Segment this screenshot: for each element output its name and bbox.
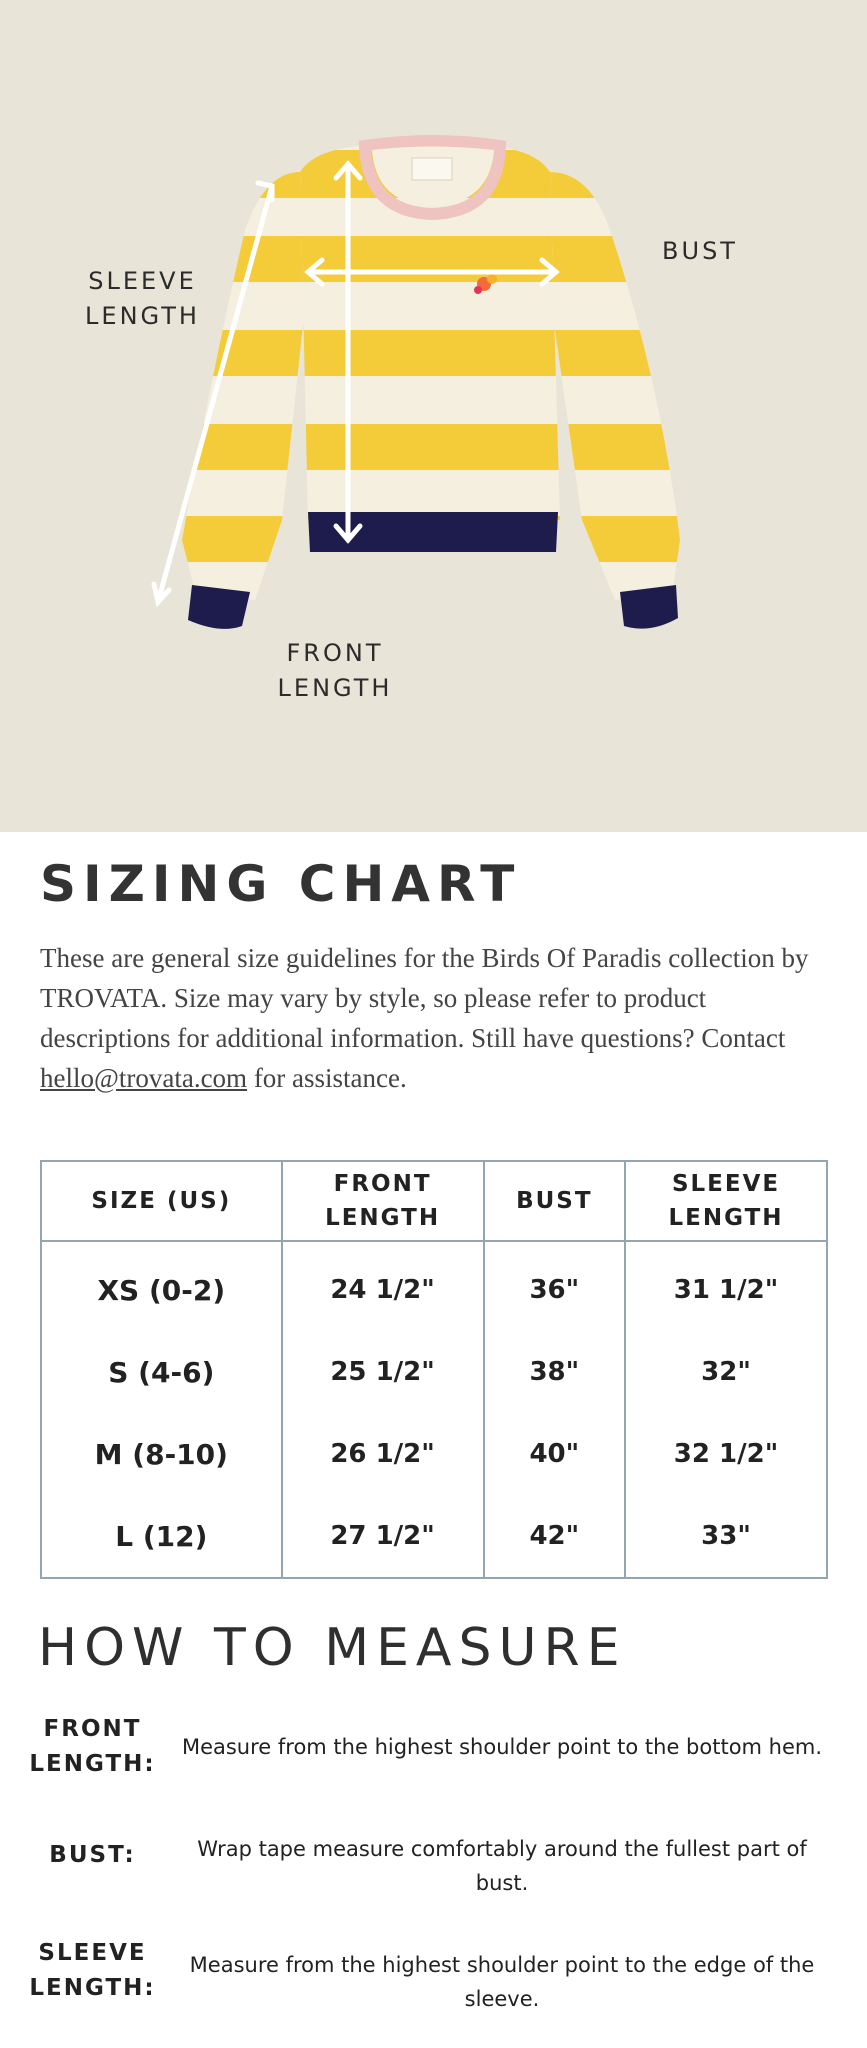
cell-size: XS (0-2) (41, 1241, 282, 1331)
table-row (41, 1241, 827, 1331)
measure-term: FRONT LENGTH: (29, 1716, 156, 1777)
right-cuff (620, 585, 678, 629)
neck-tag (412, 158, 452, 180)
cell-front-length: 25 1/2" (282, 1331, 484, 1413)
front-length-label: FRONT LENGTH (277, 639, 393, 702)
cell-size: S (4-6) (41, 1331, 282, 1413)
bust-label: BUST (662, 237, 738, 265)
measure-term: BUST: (49, 1842, 136, 1868)
sizing-chart-title: SIZING CHART (40, 855, 522, 913)
how-to-measure-title: HOW TO MEASURE (38, 1618, 627, 1678)
sizing-intro (40, 938, 840, 1098)
cell-sleeve-length: 32 1/2" (625, 1413, 827, 1495)
table-row (41, 1495, 827, 1578)
cell-front-length: 26 1/2" (282, 1413, 484, 1495)
cell-bust: 42" (484, 1495, 626, 1578)
table-row (41, 1331, 827, 1413)
measure-description: Wrap tape measure comfortably around the fullest part of bust. (197, 1837, 807, 1895)
contact-email-link[interactable]: hello@trovata.com (40, 1063, 248, 1093)
cell-front-length: 24 1/2" (282, 1241, 484, 1331)
cell-front-length: 27 1/2" (282, 1495, 484, 1578)
column-header-bust: BUST (484, 1161, 626, 1241)
intro-text-end: for assistance. (247, 1063, 407, 1093)
intro-text: These are general size guidelines for the Birds Of Paradis collection by TROVATA. Size may vary by style, so please refer to product descriptions for additional information. Still have questions? Contact (40, 943, 809, 1053)
size-table (40, 1160, 828, 1579)
column-header-front-length: FRONT LENGTH (282, 1161, 484, 1241)
table-header-row (41, 1161, 827, 1241)
hero-product-image (0, 0, 867, 832)
cell-sleeve-length: 33" (625, 1495, 827, 1578)
column-header-sleeve-length: SLEEVE LENGTH (625, 1161, 827, 1241)
measure-description: Measure from the highest shoulder point to the edge of the sleeve. (189, 1953, 815, 2011)
left-cuff (188, 585, 250, 629)
measure-description: Measure from the highest shoulder point to the bottom hem. (181, 1735, 823, 1759)
cell-size: L (12) (41, 1495, 282, 1578)
cell-sleeve-length: 31 1/2" (625, 1241, 827, 1331)
cell-size: M (8-10) (41, 1413, 282, 1495)
sweater-illustration (0, 0, 867, 832)
measure-term: SLEEVE LENGTH: (29, 1940, 156, 2001)
cell-bust: 40" (484, 1413, 626, 1495)
cell-bust: 38" (484, 1331, 626, 1413)
table-row (41, 1413, 827, 1495)
cell-sleeve-length: 32" (625, 1331, 827, 1413)
sleeve-length-label: SLEEVE LENGTH (85, 267, 200, 330)
column-header-size: SIZE (US) (41, 1161, 282, 1241)
cell-bust: 36" (484, 1241, 626, 1331)
